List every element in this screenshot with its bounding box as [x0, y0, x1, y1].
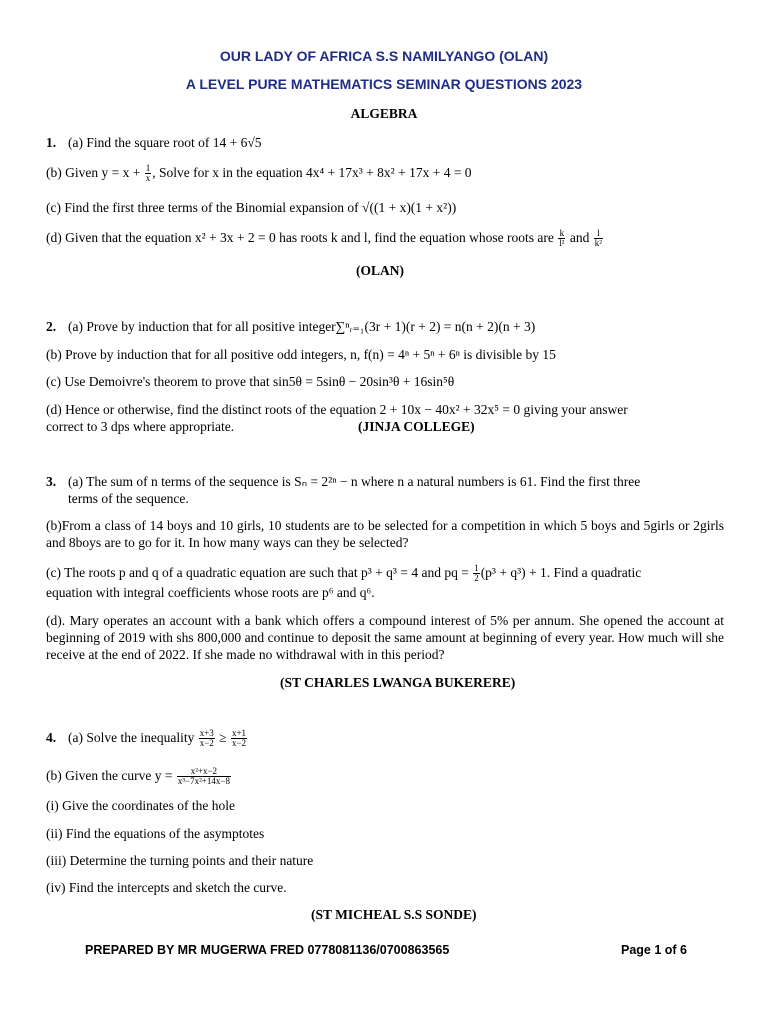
q2-part-d-line1: (d) Hence or otherwise, find the distinct roots of the equation 2 + 10x − 40x² + 32x⁵ = 0 giving your answer — [46, 402, 628, 417]
seminar-title: A LEVEL PURE MATHEMATICS SEMINAR QUESTIONS 2023 — [185, 76, 583, 92]
q4-part-b: (b) Given the curve y = $\frac{\text{x²+x−2}}{\text{x³−7x²+14x−8}}$ — [46, 766, 230, 787]
fraction: $\frac{k}{\text{l²}}$ — [559, 228, 565, 249]
q4-part-a: 4. (a) Solve the inequality $\frac{x+3}{x-2}$ ≥ $\frac{x+1}{x-2}$ — [46, 728, 247, 749]
q4-part-i: (i) Give the coordinates of the hole — [46, 798, 235, 813]
q2-part-a: 2. (a) Prove by induction that for all positive integer∑ⁿᵣ₌₁(3r + 1)(r + 2) = n(n + 2)(n + 3) — [46, 319, 536, 334]
question-number: 4. — [46, 730, 57, 745]
question-number: 3. — [46, 474, 57, 489]
question-number: 1. — [46, 135, 57, 150]
q4-source: (ST MICHEAL S.S SONDE) — [311, 907, 477, 922]
fraction: $\frac{x+3}{x-2}$ — [199, 728, 214, 749]
fraction: $\frac{\text{x²+x−2}}{\text{x³−7x²+14x−8}}$ — [177, 766, 230, 787]
fraction: $\frac{l}{\text{k²}}$ — [594, 228, 602, 249]
fraction: $\frac{x+1}{x-2}$ — [231, 728, 247, 749]
q1-source: (OLAN) — [356, 263, 404, 278]
school-title: OUR LADY OF AFRICA S.S NAMILYANGO (OLAN) — [219, 48, 549, 64]
q3-part-d: (d). Mary operates an account with a bank which offers a compound interest of 5% per annum. She opened the account at beginning of 2019 with shs 800,000 and continue to deposit the same amount at beginning of every year. How much will she receive at the end of 2022. If she made no withdrawal with in this period? — [46, 613, 724, 662]
q4-part-iii: (iii) Determine the turning points and their nature — [46, 853, 314, 868]
q1-part-a: 1. (a) Find the square root of 14 + 6√5 — [46, 135, 262, 150]
q3-part-a-line1: 3. (a) The sum of n terms of the sequence is Sₙ = 2²ⁿ − n where n a natural numbers is 61. Find the first three — [46, 474, 641, 489]
section-heading: ALGEBRA — [350, 106, 418, 121]
q3-part-a-line2: terms of the sequence. — [68, 491, 189, 506]
footer-prepared-by: PREPARED BY MR MUGERWA FRED 0778081136/0700863565 — [85, 943, 450, 957]
q2-part-b: (b) Prove by induction that for all positive odd integers, n, f(n) = 4ⁿ + 5ⁿ + 6ⁿ is divisible by 15 — [46, 347, 556, 362]
q3-part-c-line2: equation with integral coefficients whose roots are p⁶ and q⁶. — [46, 585, 375, 600]
fraction: $\frac{1}{2}$ — [474, 563, 479, 584]
q1-part-b: (b) Given y = x + $\frac{1}{x}$ , Solve for x in the equation 4x⁴ + 17x³ + 8x² + 17x + 4 = 0 — [46, 163, 472, 184]
q2-part-d-line2: correct to 3 dps where appropriate. — [46, 419, 235, 434]
q4-part-ii: (ii) Find the equations of the asymptotes — [46, 826, 265, 841]
q1-part-d: (d) Given that the equation x² + 3x + 2 = 0 has roots k and l, find the equation whose roots are $\frac{k}{\text{l²}}$ and $\frac{l}{\text{k²}}$ — [46, 228, 602, 249]
q2-part-c: (c) Use Demoivre's theorem to prove that sin5θ = 5sinθ − 20sin³θ + 16sin⁵θ — [46, 374, 455, 389]
q3-part-c-line1: (c) The roots p and q of a quadratic equation are such that p³ + q³ = 4 and pq = $\frac{1}{2}$ (p³ + q³) + 1. Find a quadratic — [46, 563, 642, 584]
q2-source: (JINJA COLLEGE) — [358, 419, 475, 434]
q3-part-b: (b)From a class of 14 boys and 10 girls, 10 students are to be selected for a competition in which 5 boys and 5girls or 2girls and 8boys are to go for it. In how many ways can they be selected? — [46, 518, 724, 550]
question-number: 2. — [46, 319, 57, 334]
q1-part-c: (c) Find the first three terms of the Binomial expansion of √((1 + x)(1 + x²)) — [46, 200, 457, 215]
fraction: $\frac{1}{x}$ — [145, 163, 151, 184]
page-number: Page 1 of 6 — [621, 943, 687, 957]
q4-part-iv: (iv) Find the intercepts and sketch the curve. — [46, 880, 287, 895]
q3-source: (ST CHARLES LWANGA BUKERERE) — [280, 675, 516, 690]
